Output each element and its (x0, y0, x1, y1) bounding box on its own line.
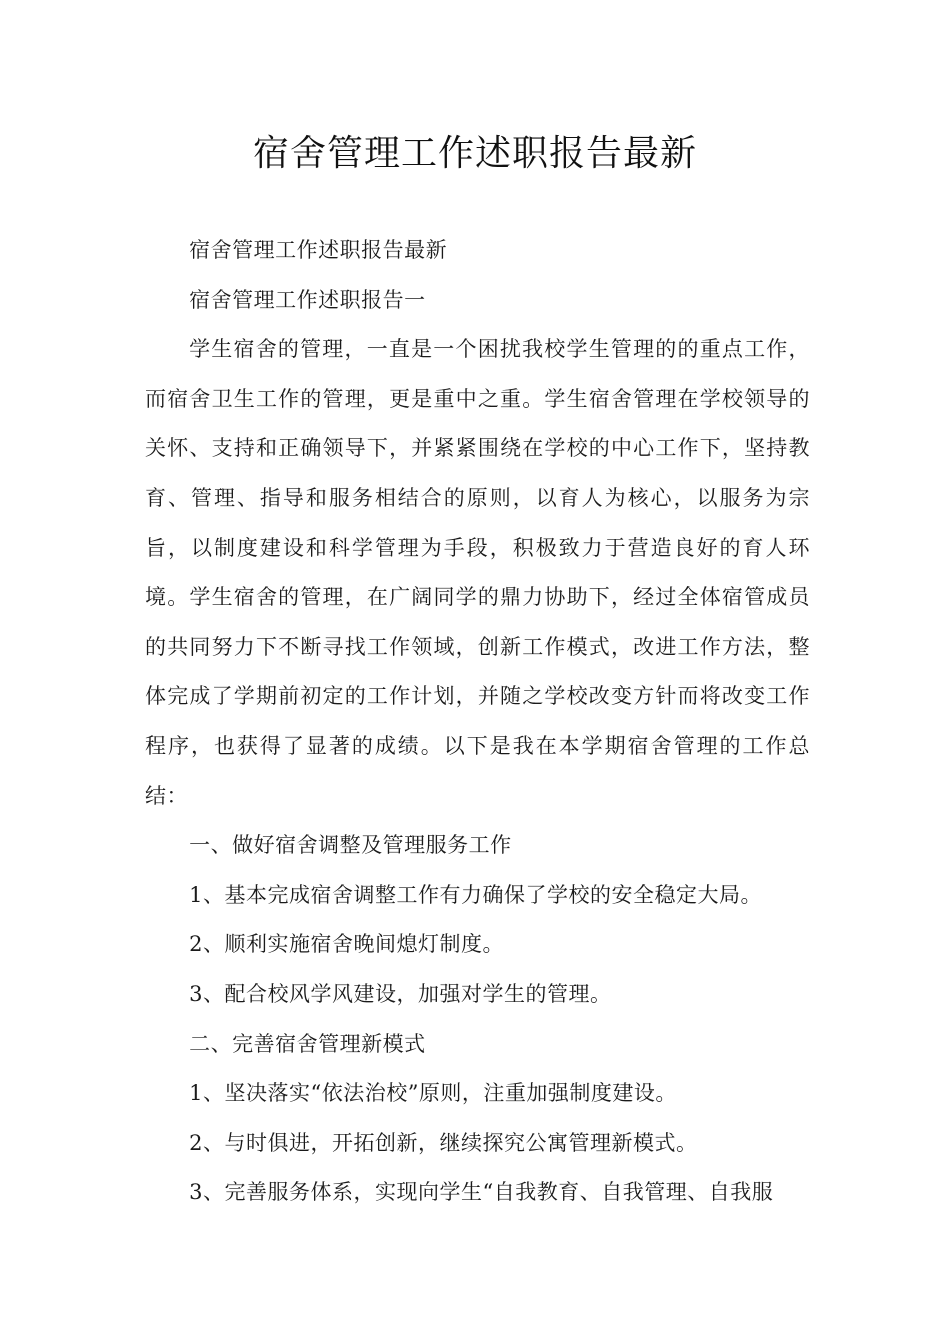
intro-paragraph: 学生宿舍的管理，一直是一个困扰我校学生管理的的重点工作，而宿舍卫生工作的管理，更是重中之重。学生宿舍管理在学校领导的关怀、支持和正确领导下，并紧紧围绕在学校的中心工作下，坚持教育、管理、指导和服务相结合的原则，以育人为核心，以服务为宗旨，以制度建设和科学管理为手段，积极致力于营造良好的育人环境。学生宿舍的管理，在广阔同学的鼎力协助下，经过全体宿管成员的共同努力下不断寻找工作领域，创新工作模式，改进工作方法，整体完成了学期前初定的工作计划，并随之学校改变方针而将改变工作程序，也获得了显著的成绩。以下是我在本学期宿舍管理的工作总结： (145, 337, 810, 808)
section-heading-two: 二、完善宿舍管理新模式 (189, 1031, 426, 1056)
list-item: 1、坚决落实“依法治校”原则，注重加强制度建设。 (189, 1081, 677, 1106)
list-item: 2、顺利实施宿舍晚间熄灯制度。 (189, 932, 504, 957)
document-title: 宿舍管理工作述职报告最新 (252, 133, 697, 174)
list-item: 2、与时俱进，开拓创新，继续探究公寓管理新模式。 (189, 1130, 698, 1155)
section-heading-one: 一、做好宿舍调整及管理服务工作 (189, 833, 512, 858)
list-item: 3、完善服务体系，实现向学生“自我教育、自我管理、自我服 (189, 1180, 774, 1205)
list-item: 3、配合校风学风建设，加强对学生的管理。 (189, 981, 612, 1006)
document-body (145, 226, 810, 1218)
list-item: 1、基本完成宿舍调整工作有力确保了学校的安全稳定大局。 (189, 882, 762, 907)
section-heading-report-one: 宿舍管理工作述职报告一 (189, 287, 426, 312)
subtitle-paragraph: 宿舍管理工作述职报告最新 (189, 238, 448, 262)
